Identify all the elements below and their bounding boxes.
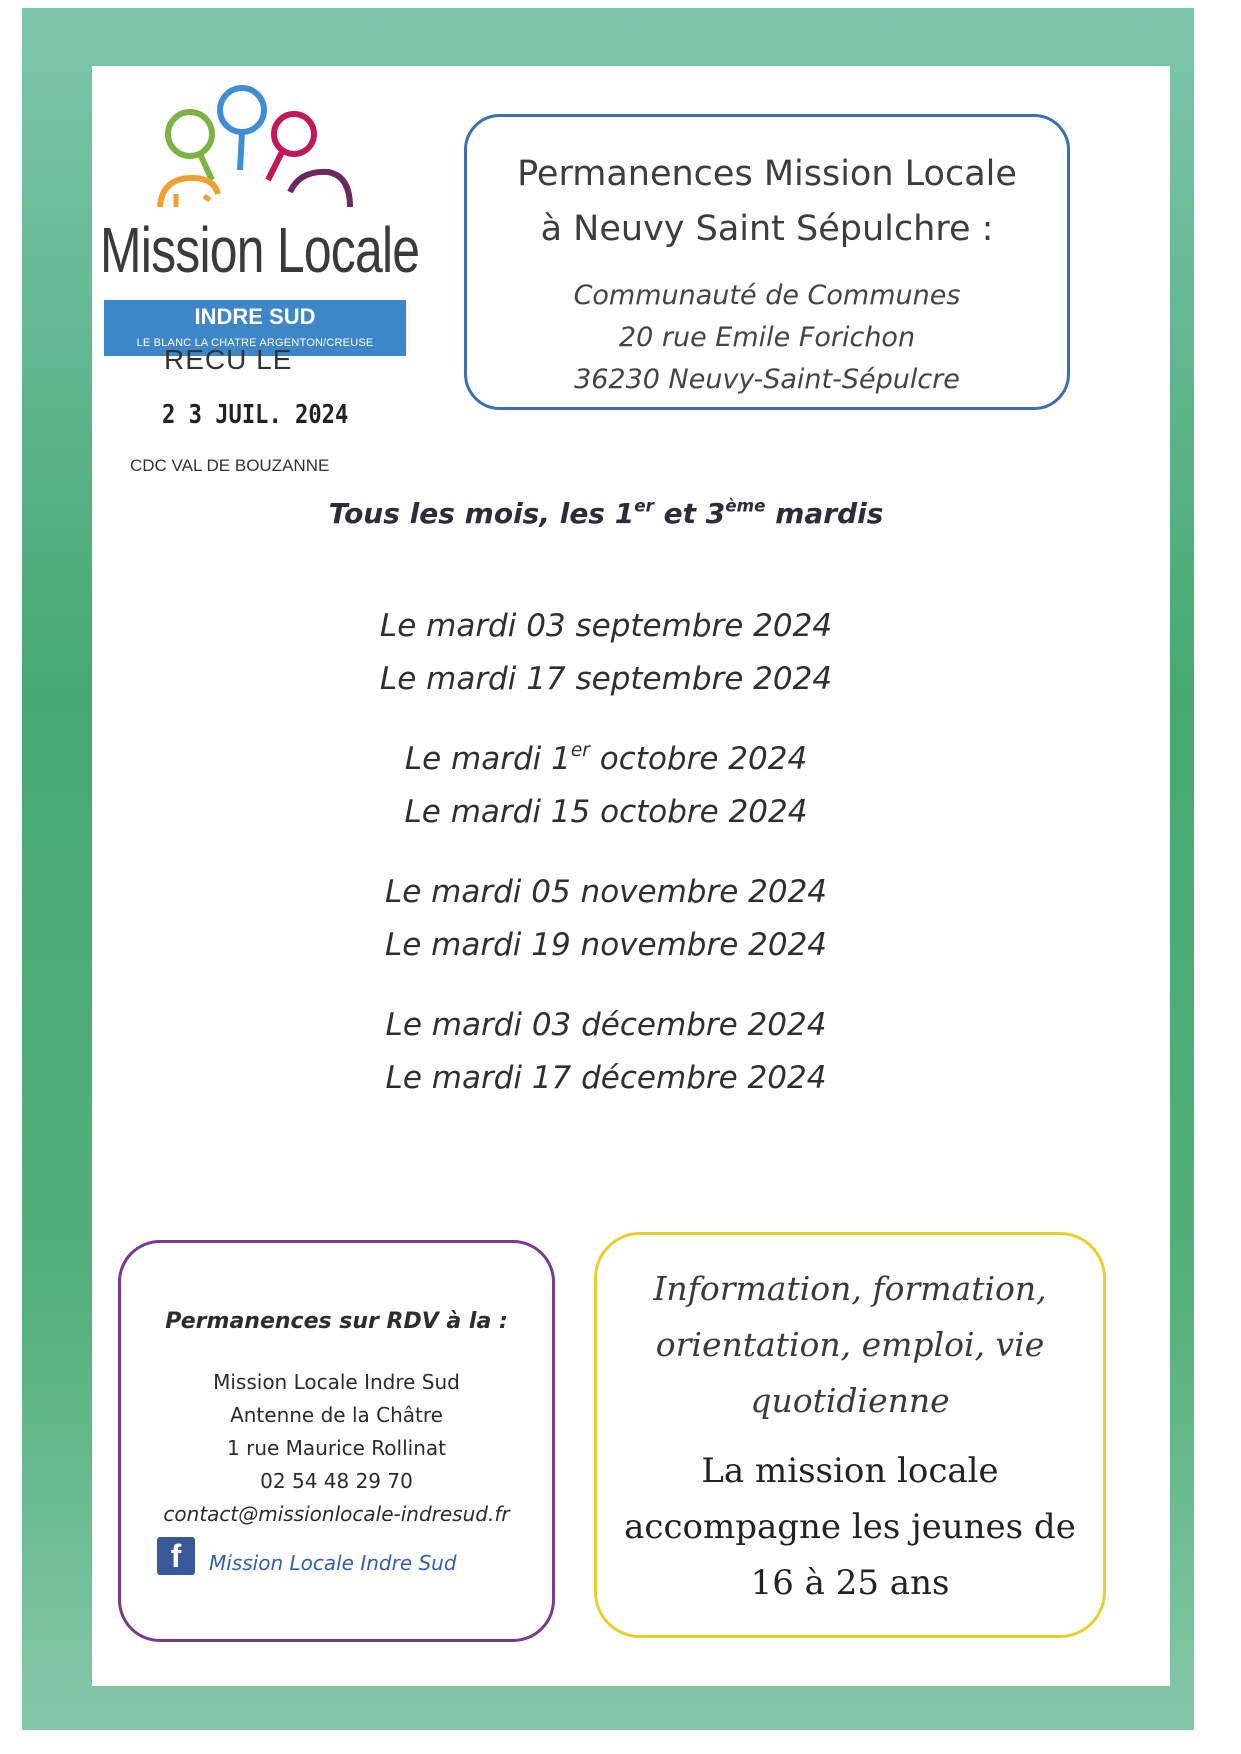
date-group-october xyxy=(0,733,1212,839)
facebook-icon[interactable]: f xyxy=(157,1537,195,1575)
facebook-link[interactable] xyxy=(157,1537,457,1575)
info-box xyxy=(594,1232,1106,1638)
info-line: Information, formation, xyxy=(653,1269,1047,1308)
header-title xyxy=(467,147,1067,257)
schedule-heading xyxy=(0,497,1212,530)
contact-phone[interactable]: 02 54 48 29 70 xyxy=(260,1469,413,1493)
date-item: Le mardi 03 septembre 2024 xyxy=(379,608,833,644)
mission-statement xyxy=(597,1443,1103,1611)
heading-text: Tous les mois, les 1 xyxy=(328,497,635,530)
date-item: Le mardi 17 décembre 2024 xyxy=(385,1060,827,1096)
logo-region: INDRE SUD xyxy=(194,304,316,329)
contact-line: Antenne de la Châtre xyxy=(230,1403,443,1427)
received-stamp-label: RECU LE xyxy=(164,344,293,375)
info-line: orientation, emploi, vie xyxy=(655,1325,1045,1364)
date-item: Le mardi 03 décembre 2024 xyxy=(385,1007,827,1043)
contact-email-link[interactable]: contact@missionlocale-indresud.fr xyxy=(163,1502,510,1526)
mission-line: La mission locale xyxy=(701,1451,999,1491)
date-list xyxy=(0,600,1212,1132)
contact-box xyxy=(118,1240,555,1642)
contact-heading: Permanences sur RDV à la : xyxy=(165,1309,508,1334)
contact-details xyxy=(121,1366,552,1531)
date-group-november xyxy=(0,866,1212,972)
info-line: quotidienne xyxy=(750,1381,950,1420)
date-item: Le mardi 17 septembre 2024 xyxy=(379,661,833,697)
header-title-line: à Neuvy Saint Sépulchre : xyxy=(540,209,994,249)
heading-sup: er xyxy=(634,495,654,516)
heading-sup: ème xyxy=(725,495,766,516)
facebook-label[interactable]: Mission Locale Indre Sud xyxy=(209,1551,457,1575)
date-sup: er xyxy=(570,739,590,761)
date-text: Le mardi 1 xyxy=(404,741,571,777)
date-item xyxy=(0,733,1212,786)
date-group-december xyxy=(0,999,1212,1105)
contact-line: 1 rue Maurice Rollinat xyxy=(227,1436,446,1460)
address-line: 36230 Neuvy-Saint-Sépulcre xyxy=(574,364,960,395)
mission-line: accompagne les jeunes de xyxy=(624,1507,1076,1547)
date-group-september xyxy=(0,600,1212,706)
received-stamp-date: 2 3 JUIL. 2024 xyxy=(162,400,349,430)
address-line: 20 rue Emile Forichon xyxy=(618,322,916,353)
received-stamp-org: CDC VAL DE BOUZANNE xyxy=(130,456,330,475)
heading-text: et 3 xyxy=(653,497,726,530)
logo-towns: LE BLANC LA CHATRE ARGENTON/CREUSE xyxy=(136,337,374,349)
header-title-line: Permanences Mission Locale xyxy=(517,154,1017,194)
date-item: Le mardi 05 novembre 2024 xyxy=(384,874,828,910)
address-line: Communauté de Communes xyxy=(573,280,961,311)
logo-name: Mission Locale xyxy=(100,214,420,286)
header-address xyxy=(467,275,1067,401)
contact-line: Mission Locale Indre Sud xyxy=(213,1370,460,1394)
permanences-header-box xyxy=(464,114,1070,410)
heading-text: mardis xyxy=(765,497,884,530)
date-item: Le mardi 19 novembre 2024 xyxy=(384,927,828,963)
date-text: octobre 2024 xyxy=(589,741,808,777)
info-topics xyxy=(597,1261,1103,1429)
mission-line: 16 à 25 ans xyxy=(750,1563,950,1603)
date-item: Le mardi 15 octobre 2024 xyxy=(404,794,808,830)
